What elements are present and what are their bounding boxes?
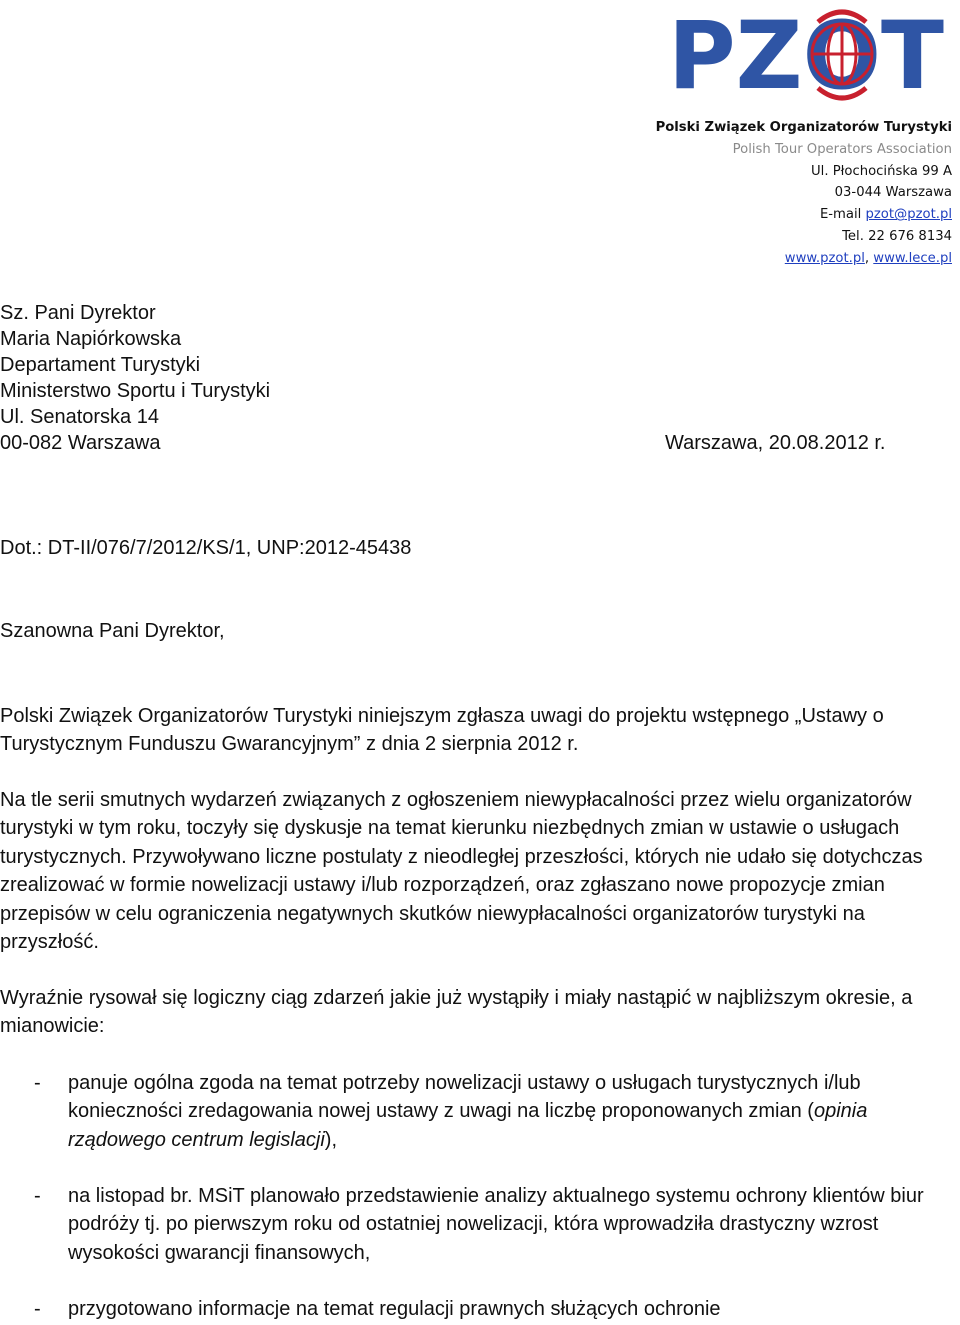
website-separator: , [864, 250, 874, 266]
body-paragraph: Na tle serii smutnych wydarzeń związanych z ogłoszeniem niewypłacalności przez wielu organizatorów turystyki w tym roku, toczyły się dyskusje na temat kierunku niezbędnych zmian w ustawie o usługach turystycznych. Przywoływano liczne postulaty z nieodległej przeszłości, których nie udało się dotychczas zrealizować w formie nowelizacji ustawy i/lub rozporządzeń, oraz zgłaszano nowe propozycje zmian przepisów w celu ograniczenia negatywnych skutków niewypłacalności organizatorów turystyki na przyszłość. [0, 789, 923, 954]
reference-line: Dot.: DT-II/076/7/2012/KS/1, UNP:2012-45438 [0, 537, 412, 559]
email-link[interactable]: pzot@pzot.pl [865, 207, 952, 223]
list-dash: - [34, 1185, 41, 1207]
recipient-address [0, 300, 270, 456]
org-city: 03-044 Warszawa [834, 185, 952, 201]
recipient-line: 00-082 Warszawa [0, 432, 161, 454]
org-street: Ul. Płochocińska 99 A [811, 163, 952, 179]
body-paragraph: Polski Związek Organizatorów Turystyki niniejszym zgłasza uwagi do projektu wstępnego „Ustawy o Turystycznym Funduszu Gwarancyjnym” z dnia 2 sierpnia 2012 r. [0, 705, 884, 756]
body-paragraph: Wyraźnie rysował się logiczny ciąg zdarzeń jakie już wystąpiły i miały nastąpić w najbliższym okresie, a mianowicie: [0, 987, 913, 1038]
org-phone: Tel. 22 676 8134 [842, 228, 952, 244]
recipient-line: Ul. Senatorska 14 [0, 406, 159, 428]
list-item-text: na listopad br. MSiT planowało przedstawienie analizy aktualnego systemu ochrony klientów biur podróży tj. po pierwszym roku od ostatniej nowelizacji, która wprowadziła drastyczny wzrost wysokości gwarancji finansowych, [68, 1185, 924, 1264]
email-prefix: E-mail [819, 207, 866, 223]
recipient-line: Departament Turystyki [0, 354, 201, 376]
pzot-logo [668, 2, 950, 112]
list-item-text [68, 1069, 948, 1154]
website-link-lece[interactable]: www.lece.pl [873, 250, 952, 266]
list-item-italic: opinia rządowego centrum legislacji [68, 1100, 868, 1151]
website-link-pzot[interactable]: www.pzot.pl [784, 250, 865, 266]
recipient-line: Maria Napiórkowska [0, 328, 182, 350]
org-websites [656, 248, 952, 270]
recipient-line: Ministerstwo Sportu i Turystyki [0, 380, 271, 402]
org-name-pl: Polski Związek Organizatorów Turystyki [655, 120, 952, 135]
list-item-text: przygotowano informacje na temat regulacji prawnych służących ochronie [68, 1298, 721, 1320]
org-email-line [656, 204, 952, 226]
recipient-line: Sz. Pani Dyrektor [0, 302, 156, 324]
letterhead [656, 117, 952, 270]
org-name-en: Polish Tour Operators Association [732, 141, 952, 157]
salutation: Szanowna Pani Dyrektor, [0, 620, 225, 642]
letter-date: Warszawa, 20.08.2012 r. [665, 432, 886, 454]
list-item-main: panuje ogólna zgoda na temat potrzeby nowelizacji ustawy o usługach turystycznych i/lub konieczności zredagowania nowej ustawy z uwagi na liczbę proponowanych zmian ( [68, 1072, 861, 1123]
list-item-after: ), [324, 1128, 338, 1151]
list-dash: - [34, 1298, 41, 1320]
logo-text: PZOT [668, 2, 944, 111]
list-dash: - [34, 1072, 41, 1094]
